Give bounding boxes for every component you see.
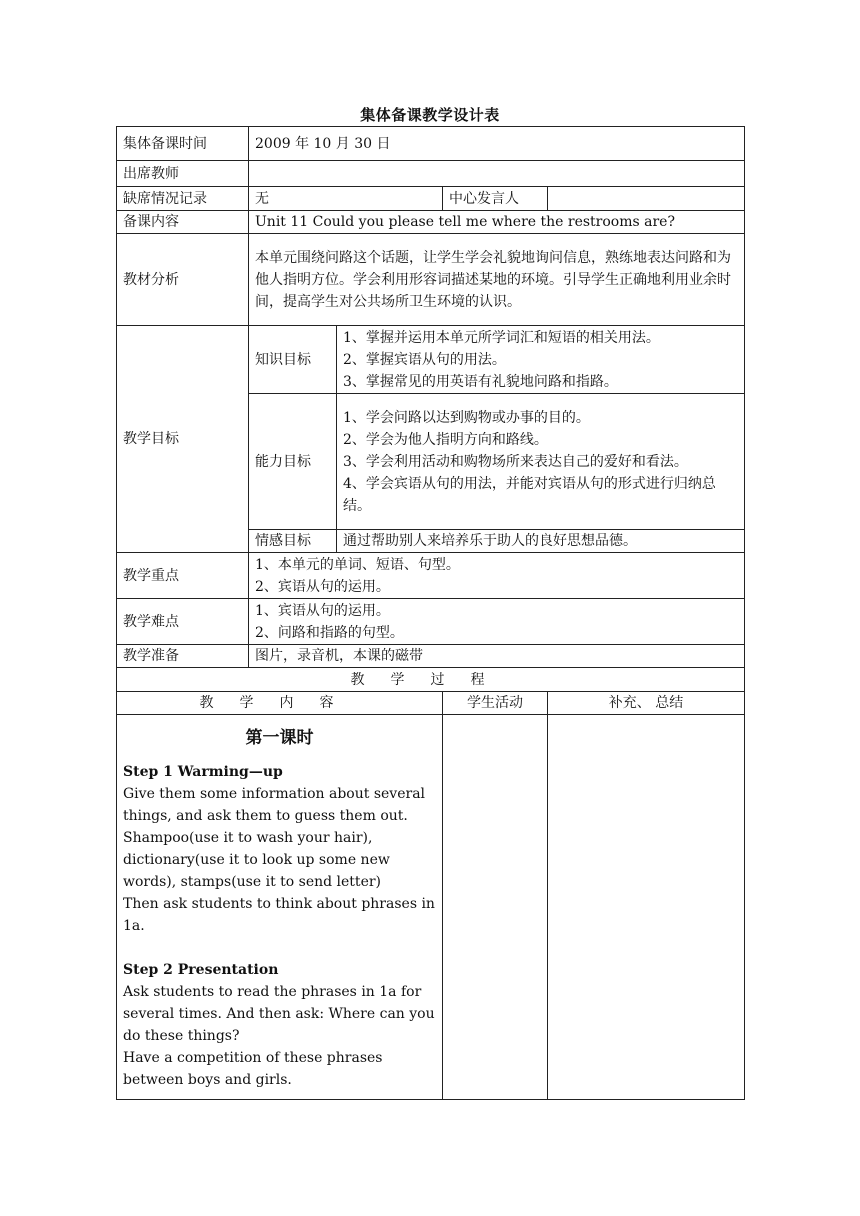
summary-cell [548,715,745,1100]
list-item: 3、学会利用活动和购物场所来表达自己的爱好和看法。 [343,453,688,470]
step2-title: Step 2 Presentation [123,962,279,978]
teachers-label: 出席教师 [117,161,249,187]
knowledge-label: 知识目标 [249,326,337,394]
row-key [117,553,745,599]
goals-label: 教学目标 [117,326,249,553]
row-difficulty [117,599,745,645]
list-item: 2、宾语从句的运用。 [255,578,390,595]
row-time [117,127,745,161]
col-content-header: 教学内容 [199,695,360,711]
step1-title: Step 1 Warming—up [123,764,283,780]
key-label: 教学重点 [117,553,249,599]
list-item: 1、掌握并运用本单元所学词汇和短语的相关用法。 [343,329,660,346]
process-header: 教学过程 [350,671,511,688]
list-item: 4、学会宾语从句的用法，并能对宾语从句的形式进行归纳总结。 [343,475,716,514]
list-item: 1、学会问路以达到购物或办事的目的。 [343,409,590,426]
lesson-plan-table [116,126,745,1100]
row-lesson-body [117,715,745,1100]
key-list [249,553,745,599]
analysis-value: 本单元围绕问路这个话题，让学生学会礼貌地询问信息，熟练地表达问路和为他人指明方位。学会利用形容词描述某地的环境。引导学生正确地利用业余时间，提高学生对公共场所卫生环境的认识。 [249,234,745,326]
list-item: 2、掌握宾语从句的用法。 [343,351,506,368]
content-value: Unit 11 Could you please tell me where the restrooms are? [249,211,745,234]
content-label: 备课内容 [117,211,249,234]
list-item: 3、掌握常见的用英语有礼貌地问路和指路。 [343,373,618,390]
row-prep [117,645,745,668]
row-teachers [117,161,745,187]
step1-line: Shampoo(use it to wash your hair), dictionary(use it to look up some new words), stamps(use it to send letter) [123,830,390,890]
col-content-cell [117,692,443,715]
time-value: 2009 年 10 月 30 日 [249,127,745,161]
teachers-value [249,161,745,187]
step2-line: Have a competition of these phrases between boys and girls. [123,1050,383,1088]
ability-list [337,394,745,530]
list-item: 1、本单元的单词、短语、句型。 [255,556,460,573]
difficulty-label: 教学难点 [117,599,249,645]
student-activity-cell [443,715,548,1100]
absence-value: 无 [249,187,443,211]
row-process-header [117,668,745,692]
speaker-value [548,187,745,211]
process-header-cell [117,668,745,692]
row-columns [117,692,745,715]
list-item: 1、宾语从句的运用。 [255,602,390,619]
absence-label: 缺席情况记录 [117,187,249,211]
analysis-label: 教材分析 [117,234,249,326]
step2-line: Ask students to read the phrases in 1a for several times. And then ask: Where can you do these things? [123,984,435,1044]
list-item: 2、学会为他人指明方向和路线。 [343,431,548,448]
lesson-title: 第一课时 [245,728,314,748]
emotion-value: 通过帮助别人来培养乐于助人的良好思想品德。 [337,530,745,553]
row-analysis [117,234,745,326]
lesson-content [117,715,443,1100]
difficulty-list [249,599,745,645]
knowledge-list [337,326,745,394]
row-knowledge [117,326,745,394]
row-content [117,211,745,234]
step1-line: Give them some information about several things, and ask them to guess them out. [123,786,426,824]
ability-label: 能力目标 [249,394,337,530]
time-label: 集体备课时间 [117,127,249,161]
col-activity-header: 学生活动 [443,692,548,715]
step1-line: Then ask students to think about phrases in 1a. [123,896,435,934]
col-summary-header: 补充、 总结 [548,692,745,715]
list-item: 2、问路和指路的句型。 [255,624,404,641]
prep-label: 教学准备 [117,645,249,668]
spacer [123,937,436,959]
row-absence [117,187,745,211]
page-title: 集体备课教学设计表 [360,106,500,124]
prep-value: 图片，录音机，本课的磁带 [249,645,745,668]
speaker-label: 中心发言人 [443,187,548,211]
emotion-label: 情感目标 [249,530,337,553]
